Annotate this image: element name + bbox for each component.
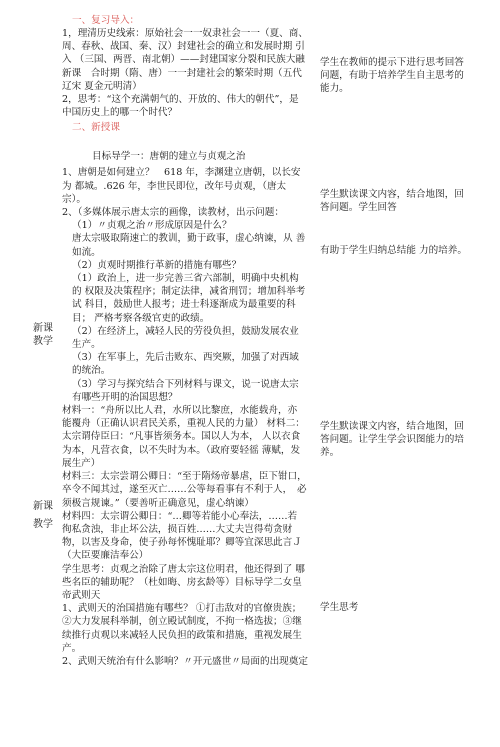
goal-one-title: 目标导学一：唐朝的建立与贞观之治 bbox=[92, 151, 246, 163]
body-line-1: 1、唐朝是如何建立？ 618 年，李渊建立唐朝，以长安为 都城。.626 年，李世民即位，改年号贞观，（唐太宗）。 bbox=[62, 167, 301, 205]
section1-heading: 一、复习导入： bbox=[72, 15, 140, 26]
note-3: 有助于学生归纳总结能 力的培养。 bbox=[320, 245, 467, 256]
section2-heading: 二、新授课 bbox=[72, 122, 120, 134]
section1-paragraph-2: 2，思考：“这个充满朝气的、开放的、伟大的朝代”，是 中国历史上的哪一个时代？ bbox=[62, 94, 299, 119]
section1-paragraph-1: 1，理清历史线索：原始社会一一奴隶社会一一（夏、商、周、春秋、战国、秦、汉）封建社会的确立和发展时期 引入 （三国、两晋、南北朝）——封建国家分裂和民族大融 新课 合时期（隋、唐）一一封建社会的繁荣时期（五代辽宋 夏金元明清） bbox=[62, 28, 315, 92]
side-label-1: 新课教学 bbox=[33, 323, 53, 347]
body-line-2: 2、（多媒体展示唐太宗的画像，读教材，出示问题： bbox=[62, 207, 284, 219]
note-5: 学生思考 bbox=[320, 602, 359, 613]
body-line-13: 学生思考：贞观之治除了唐太宗这位明君，他还得到了 哪些名臣的辅助呢？（杜如晦、房玄龄等）目标导学二女皇帝武则天 bbox=[62, 563, 305, 601]
body-line-5: （2）贞观时期推行革新的措施有哪些？ bbox=[72, 259, 242, 271]
body-line-8: （3）在军事上，先后击败东、西突厥，加强了对西域 的统治。 bbox=[72, 352, 299, 377]
side-label-2: 新课教学 bbox=[33, 501, 53, 530]
body-line-14: 1、武则天的治国措施有哪些？ ①打击敌对的官僚贵族；②大力发展科举制，创立殿试制度，不拘一格选拔；③继续推行贞观以来减轻人民负担的政策和措施，重视发展生产。 bbox=[62, 603, 302, 654]
main-column bbox=[62, 14, 315, 668]
note-4: 学生默读课文内容，结合地图，回答问题。让学生学会识图能力的培养。 bbox=[320, 421, 464, 459]
body-line-15: 2、武则天统治有什么影响？〃开元盛世〃局面的出现奠定 bbox=[62, 655, 308, 667]
body-line-4: 唐太宗吸取隋速亡的教训，勤于政事，虚心纳谏，从 善如流。 bbox=[72, 233, 306, 258]
body-line-3: （1）〃贞观之治〃形成原因是什么？ bbox=[72, 220, 232, 232]
body-line-9: （3）学习与探究结合下列材料与课文，说一说唐太宗 有哪些开明的治国思想？ bbox=[72, 378, 299, 403]
body-line-10: 材料一：“舟所以比人君，水所以比黎庶，水能载舟，亦 能覆舟（正确认识君民关系，重视人民的力量） 材料二：太宗谓侍臣曰：“凡事皆须务本。国以人为本， 人以衣食为本，凡营衣食，以不失时为本。（政府要轻徭 薄赋，发展生产） bbox=[62, 405, 305, 469]
body-line-6: （1）政治上，进一步完善三省六部制，明确中央机构的 权限及决策程序；制定法律，减省刑罚；增加科举考试 科目，鼓励世人报考；进士科逐渐成为最重要的科目； 严格考察各级官吏的政绩。 bbox=[72, 273, 306, 324]
body-line-11: 材料三：太宗尝谓公卿日：“至于隋炀帝暴虐，臣下钳口，卒令不闻其过，遂至灭亡……公等每看事有不利于人， 必须极言规谏。”（要善听正确意见，虚心纳谏） bbox=[62, 471, 307, 509]
body-line-12: 材料四：太宗谓公卿日：“…卿等若能小心奉法，……若 徇私贪浊，非止坏公法，损百姓……大丈夫岂得苟贪财 物，以害及身命，使子孙每怀愧耻耶？卿等宜深思此言Ｊ （大臣要廉洁奉公） bbox=[62, 510, 302, 562]
body-line-7: （2）在经济上，减轻人民的劳役负担，鼓励发展农业生产。 bbox=[72, 325, 299, 351]
note-2: 学生默读课文内容，结合地图，回答问题。学生回答 bbox=[320, 189, 464, 214]
note-1: 学生在教师的提示下进行思考回答问题，有助于培养学生自主思考的能力。 bbox=[320, 57, 464, 95]
